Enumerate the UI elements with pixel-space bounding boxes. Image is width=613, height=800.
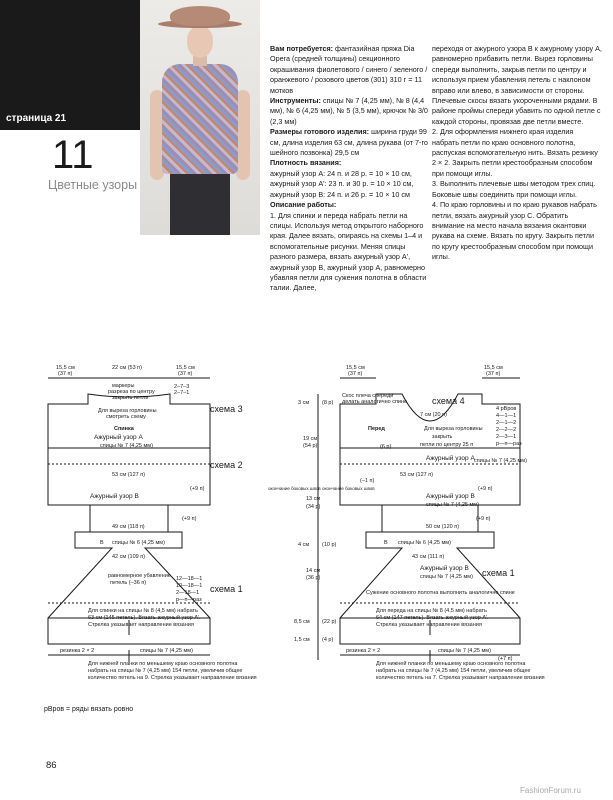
front-lower-note: количество петель на 7. Стрелка указывает направление вязания <box>376 675 545 681</box>
front-plus-7: (+7 п) <box>498 656 513 662</box>
front-rib-label: резинка 2 × 2 <box>346 648 381 654</box>
back-plus-9: (+9 п) <box>190 486 205 492</box>
back-minus-36: петель (–36 п) <box>110 580 147 586</box>
dim-3cm-rows: (8 р) <box>322 400 334 406</box>
tools-label: Инструменты: <box>270 96 321 106</box>
front-needles-7: спицы № 7 (4,25 мм) <box>474 458 527 464</box>
back-pattern-a: Ажурный узор А <box>94 434 143 441</box>
front-title: Перед <box>368 426 385 432</box>
front-shoulder-note-2: делать аналогично спине <box>342 399 408 405</box>
front-neck-note: Для выреза горловины <box>424 426 483 432</box>
front-pattern-a: Ажурный узор А <box>426 455 475 462</box>
back-plus-9-b: (+9 п) <box>182 516 197 522</box>
legend-note: рВров = ряды вязать ровно <box>44 706 134 713</box>
dim-4cm: 4 см <box>298 542 310 548</box>
sizes-text: ширина груди 99 см, длина изделия 63 см, длина рукава (от 7-го шейного позвонка) 29,5 см <box>270 127 428 158</box>
back-arrow-direction: Стрелка указывает направление вязания <box>88 622 194 628</box>
model-photo <box>140 0 260 235</box>
back-rib-label: резинка 2 × 2 <box>60 648 95 654</box>
back-cast-on-63: 63 см (145 петель). Вязать ажурный узор А'. <box>88 615 201 621</box>
front-top-right-width: 15,5 см <box>484 365 503 371</box>
front-cast-on-64: 64 см (147 петель). Вязать ажурный узор А'. <box>376 615 489 621</box>
front-top-right-stitches: (37 п) <box>486 371 501 377</box>
back-rib-needles: спицы № 7 (4,25 мм) <box>140 648 193 654</box>
back-row-53: 53 см (127 п) <box>112 472 146 478</box>
back-even-decrease: равномерное убавление <box>108 573 171 579</box>
front-pattern-b: Ажурный узор В <box>426 493 475 500</box>
photo-arm-right <box>236 90 250 180</box>
photo-knitted-top <box>162 64 238 174</box>
back-needles-7: спицы № 7 (4,25 мм) <box>100 443 153 449</box>
dim-1-5cm-rows: (4 р) <box>322 637 334 643</box>
back-markers: маркеры <box>112 383 135 389</box>
back-neck-decrease-2: 2–7–1 <box>174 390 190 396</box>
back-top-right-stitches: (37 п) <box>178 371 193 377</box>
instructions-column-1 <box>270 44 428 294</box>
back-row-49: 49 см (118 п) <box>112 524 145 530</box>
front-needles-6: спицы № 6 (4,25 мм) <box>398 540 451 546</box>
back-row-42: 42 см (109 п) <box>112 554 146 560</box>
dim-13cm: 13 см <box>306 496 321 502</box>
density-line: ажурный узор А': 23 п. и 30 р. = 10 × 10 см, <box>270 179 414 189</box>
front-narrowing-note: Сужение основного полотна выполнить аналогично спине <box>366 590 515 596</box>
back-markers-2: разреза по центру <box>108 389 155 395</box>
front-arrow-direction: Стрелка указывает направление вязания <box>376 622 482 628</box>
back-decrease-row: р—п—раз <box>176 597 202 603</box>
front-shoulder-note: Скос плеча спереди <box>342 393 394 399</box>
back-top-right-width: 15,5 см <box>176 365 195 371</box>
back-neck-note: Для выреза горловины <box>98 408 157 414</box>
front-needles-7c: спицы № 7 (4,25 мм) <box>420 574 473 580</box>
back-scheme-2: схема 2 <box>210 460 243 470</box>
front-lower-note: Для нижней планки по меньшему краю основного полотна <box>376 661 526 667</box>
back-see-scheme: смотреть схему <box>106 414 146 420</box>
dim-14cm: 14 см <box>306 568 321 574</box>
front-neck-width: 7 см (20 п) <box>420 412 447 418</box>
density-label: Плотность вязания: <box>270 158 342 168</box>
dim-13cm-rows: (34 р) <box>306 504 321 510</box>
page-reference-label: страница 21 <box>0 108 140 130</box>
dim-14cm-rows: (36 р) <box>306 575 321 581</box>
photo-legs <box>170 172 230 235</box>
dim-4cm-rows: (10 р) <box>322 542 337 548</box>
page-number: 86 <box>46 760 57 771</box>
back-scheme-1: схема 1 <box>210 584 243 594</box>
front-decrease-row: 2—1—2 <box>496 420 517 426</box>
photo-face <box>187 26 213 58</box>
dim-3cm: 3 см <box>298 400 310 406</box>
back-decrease-row: 2—18—1 <box>176 590 200 596</box>
front-needles-7b: спицы № 7 (4,25 мм) <box>426 502 479 508</box>
front-lower-note: набрать на спицы № 7 (4,25 мм) 154 петли, увеличив общее <box>376 668 531 674</box>
front-row-50: 50 см (120 п) <box>426 524 460 530</box>
front-decrease-row: р—п—раз <box>496 441 522 447</box>
armhole-note-left: окончание боковых швов <box>268 486 321 491</box>
back-lower-note: Для нижней планки по меньшему краю основного полотна <box>88 661 238 667</box>
front-close-center-2: петли по центру 25 п <box>420 442 474 448</box>
dim-8-5cm: 8,5 см <box>294 619 310 625</box>
back-top-left-stitches: (37 п) <box>58 371 73 377</box>
armhole-note-right: окончание боковых швов <box>322 486 375 491</box>
work-label: Описание работы: <box>270 200 337 210</box>
materials-label: Вам потребуется: <box>270 44 334 53</box>
back-top-left-width: 15,5 см <box>56 365 75 371</box>
front-plus-9-b: (+9 п) <box>476 516 491 522</box>
dim-19cm: 19 см <box>303 436 318 442</box>
back-cast-on-note: Для спинки на спицы № 8 (4,5 мм) набрать <box>88 608 198 614</box>
work-text-col1: 1. Для спинки и переда набрать петли на спицы. Используя метод открытого наборного края. Далее вязать, опираясь на схемы 1–4 и вспомогательные рисунки. Меняя спицы разного размера, вязать ажурный узор А', ажурный узор В, ажурный узор А, равномерно убавляя петли для сужения полотна в области талии. Далее, <box>270 210 427 293</box>
front-cast-on-note: Для переда на спицы № 8 (4,5 мм) набрать <box>376 608 487 614</box>
front-top-left-width: 15,5 см <box>346 365 365 371</box>
front-decrease-row: 4—1—1 <box>496 413 517 419</box>
materials-text: фантазийная пряжа Dia Opera (средней толщины) секционного окрашивания фиолетового / синего / зеленого / оранжевого / розового цветов (301) 310 г = 11 мотков <box>270 44 428 95</box>
pattern-schematics <box>0 360 613 700</box>
front-decrease-row: 2—2—2 <box>496 427 517 433</box>
back-b-mark: B <box>100 540 104 546</box>
front-rows-6: (6 р) <box>380 444 392 450</box>
back-title: Спинка <box>114 426 134 432</box>
front-b-mark: B <box>384 540 388 546</box>
back-neck-width: 22 см (53 п) <box>112 365 142 371</box>
density-line: ажурный узор В: 24 п. и 26 р. = 10 × 10 см <box>270 189 410 199</box>
front-scheme-4: схема 4 <box>432 396 465 406</box>
back-lower-note: количество петель на 9. Стрелка указывает направление вязания <box>88 675 257 681</box>
front-top-left-stitches: (37 п) <box>348 371 363 377</box>
watermark: FashionForum.ru <box>520 786 581 795</box>
section-number: 11 <box>52 133 94 177</box>
front-scheme-1: схема 1 <box>482 568 515 578</box>
section-title: Цветные узоры <box>48 178 138 192</box>
back-lower-note: набрать на спицы № 7 (4,25 мм) 154 петли, увеличив общее <box>88 668 243 674</box>
sizes-label: Размеры готового изделия: <box>270 127 370 137</box>
back-pattern-b: Ажурный узор В <box>90 493 139 500</box>
photo-hat <box>170 6 230 26</box>
front-row-43: 43 см (111 п) <box>412 554 445 560</box>
front-rows-even: 4 рВров <box>496 406 517 412</box>
front-rib-needles: спицы № 7 (4,25 мм) <box>438 648 491 654</box>
density-line: ажурный узор А: 24 п. и 28 р. = 10 × 10 см, <box>270 168 412 178</box>
back-scheme-3: схема 3 <box>210 404 243 414</box>
back-decrease-row: 12—18—1 <box>176 576 203 582</box>
front-pattern-b2: Ажурный узор В <box>420 565 469 572</box>
back-decrease-row: 10—18—1 <box>176 583 203 589</box>
work-text-col2: переходя от ажурного узора В к ажурному узору А, равномерно прибавить петли. Вырез горловины спереди выполнить, закрыв петли по центру и используя прием убавления петель с наклоном вправо или влево, в зависимости от стороны. Плечевые скосы вязать укороченными рядами. В районе проймы спереди убавить по одной петле с каждой стороны, провязав две петли вместе. 2. Для оформления нижнего края изделия набрать петли по краю основного полотна, распуская вспомогательную нить. Вязать резинку 2 × 2. Закрыть петли крестообразным способом при помощи иглы. 3. Выполнить плечевые швы методом трех спиц. Боковые швы соединить при помощи иглы. 4. По краю горловины и по краю рукавов набрать петли, вязать ажурный узор С. Обратить внимание на место начала вязания окантовки рукава на схеме. Вязать по кругу. Закрыть петли по кругу крестообразным способом при помощи иглы. <box>432 44 602 262</box>
dim-19cm-rows: (54 р) <box>303 443 318 449</box>
front-plus-9: (+9 п) <box>478 486 493 492</box>
front-decrease-row: 2—3—1 <box>496 434 517 440</box>
dim-1-5cm: 1,5 см <box>294 637 310 643</box>
dim-8-5cm-rows: (22 р) <box>322 619 337 625</box>
front-close-center: закрыть <box>432 434 453 440</box>
tools-text: спицы № 7 (4,25 мм), № 8 (4,4 мм), № 6 (4,25 мм), № 5 (3,5 мм), крючок № 3/0 (2,3 мм) <box>270 96 428 126</box>
front-row-53: 53 см (127 п) <box>400 472 434 478</box>
back-neck-decrease: 2–7–3 <box>174 384 190 390</box>
back-needles-6: спицы № 6 (4,25 мм) <box>112 540 165 546</box>
instructions-column-2 <box>432 44 602 263</box>
front-minus-1: (–1 п) <box>360 478 375 484</box>
back-close-stitches: закрыть петли <box>112 395 149 401</box>
